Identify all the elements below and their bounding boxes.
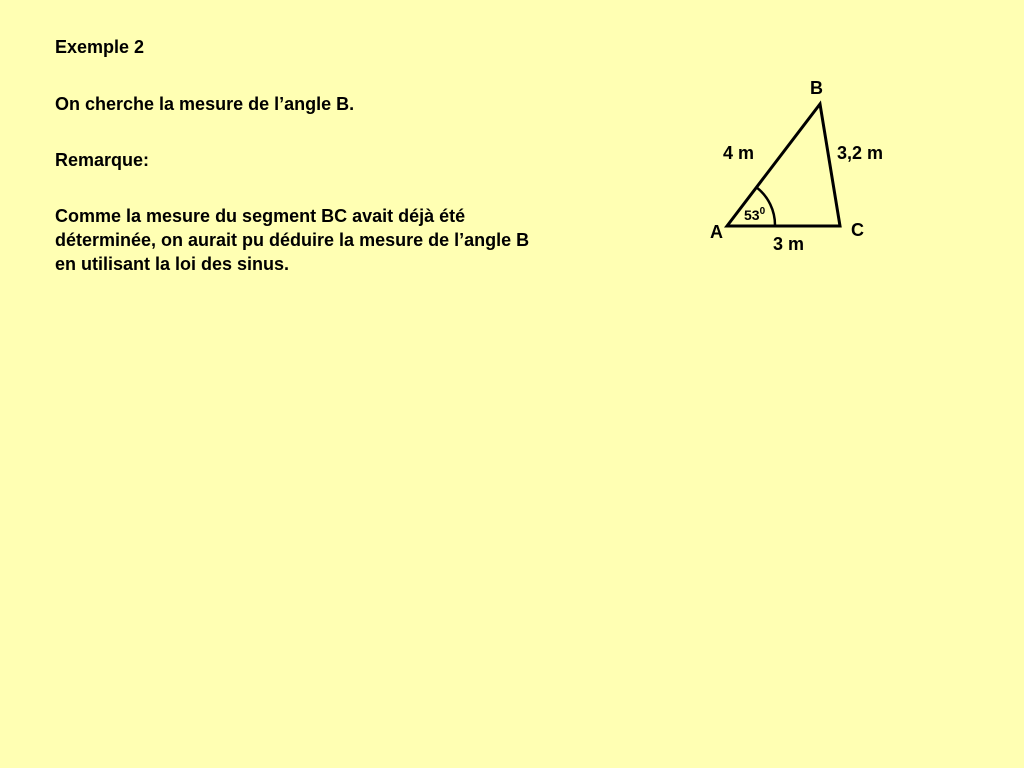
remark-text: Comme la mesure du segment BC avait déjà été déterminée, on aurait pu déduire la mesure de l’angle B en utilisant la loi des sinus. <box>55 206 530 274</box>
triangle-figure <box>690 70 910 270</box>
vertex-label-c: C <box>851 220 864 240</box>
side-ab-length: 4 m <box>723 143 755 163</box>
angle-a-value: 53 <box>744 207 760 223</box>
side-bc-length: 3,2 m <box>837 143 884 163</box>
angle-a-superscript: 0 <box>759 206 766 217</box>
angle-a-measure <box>744 206 766 223</box>
side-ac-length: 3 m <box>773 234 805 254</box>
example-title: Exemple 2 <box>55 37 145 57</box>
remark-label: Remarque: <box>55 150 150 170</box>
question-text: On cherche la mesure de l’angle B. <box>55 94 355 114</box>
vertex-label-a: A <box>710 222 723 242</box>
vertex-label-b: B <box>810 78 823 98</box>
